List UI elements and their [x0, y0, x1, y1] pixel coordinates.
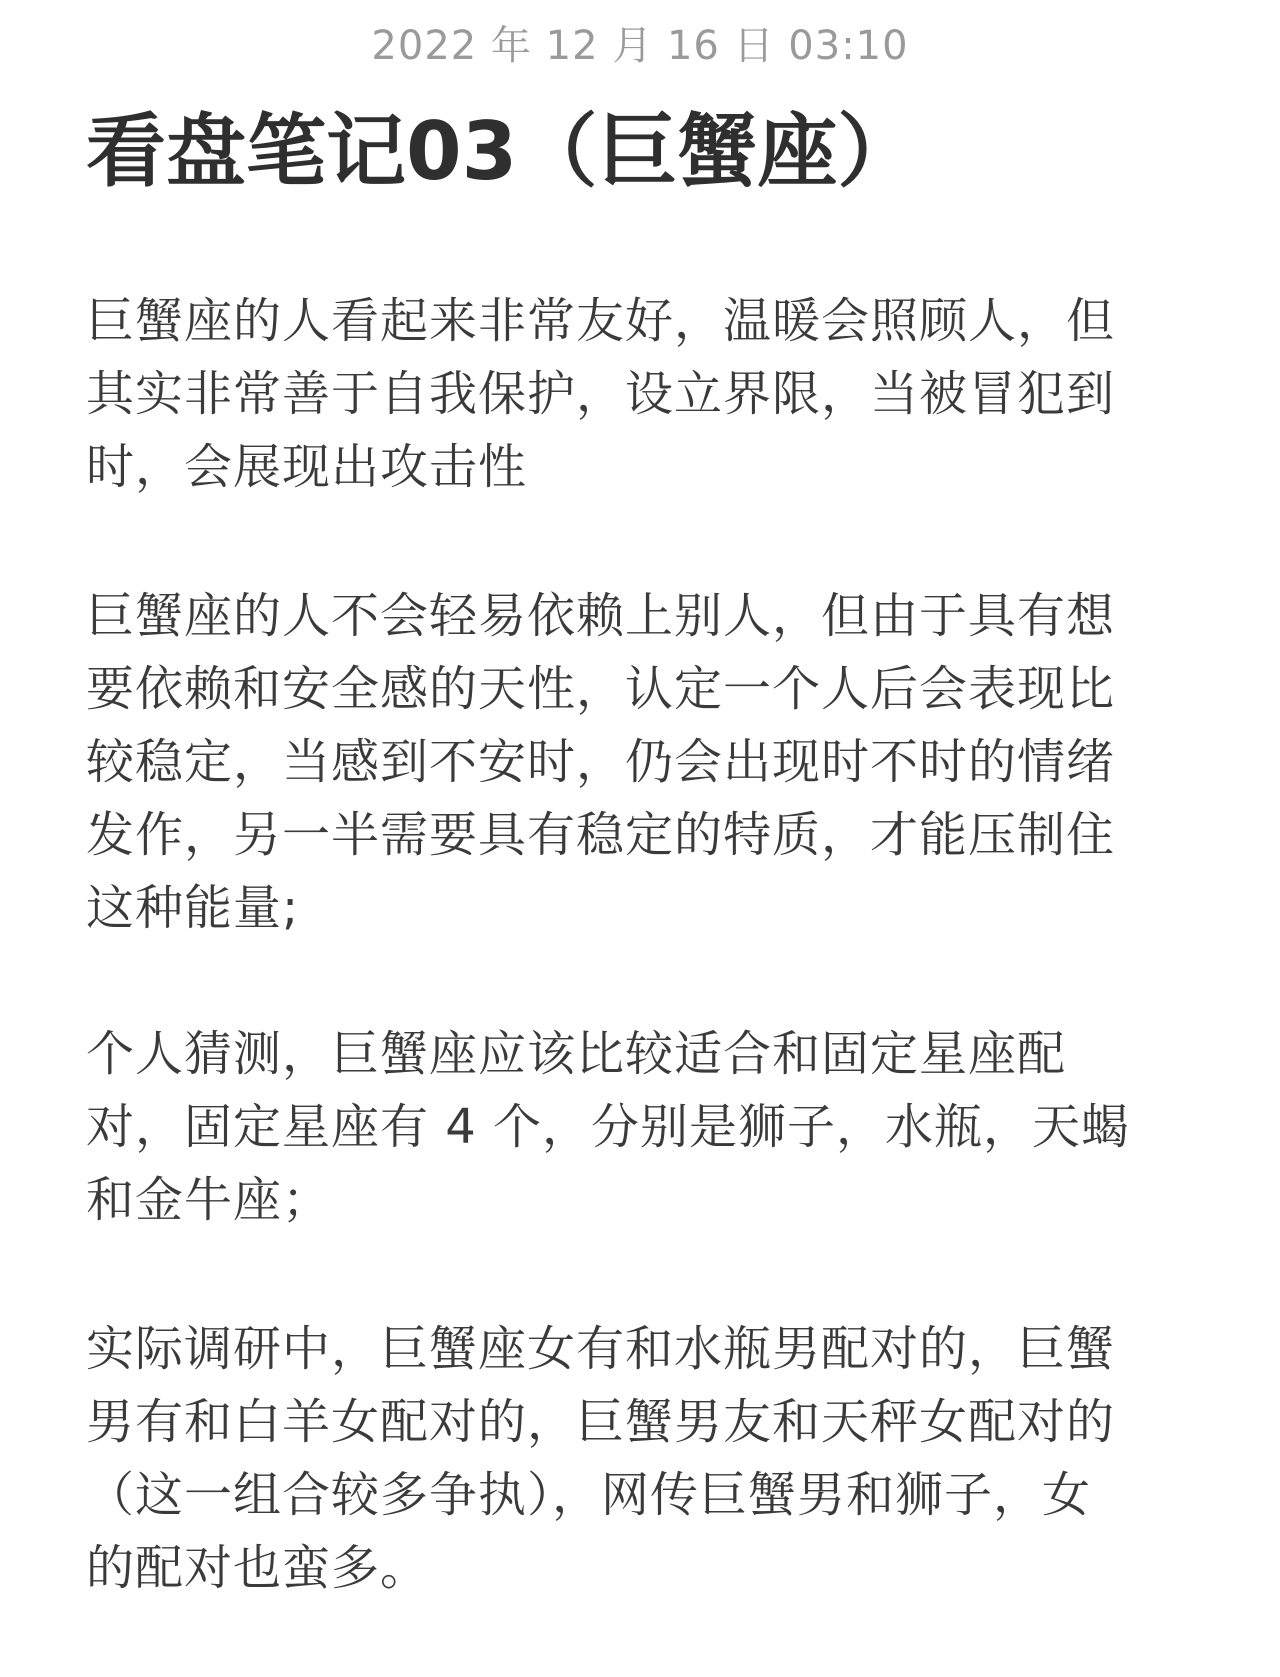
note-title: 看盘笔记03（巨蟹座）: [86, 105, 918, 198]
paragraph-line: 男有和白羊女配对的，巨蟹男友和天秤女配对的: [86, 1394, 1116, 1450]
paragraph-4: [86, 1313, 1202, 1605]
paragraph-line: （这一组合较多争执），网传巨蟹男和狮子，女: [86, 1467, 1092, 1523]
paragraph-line: 和金牛座；: [86, 1172, 332, 1228]
paragraph-1: [86, 285, 1202, 504]
paragraph-line: 个人猜测，巨蟹座应该比较适合和固定星座配: [86, 1026, 1067, 1082]
paragraph-3: [86, 1018, 1202, 1237]
paragraph-line: 发作，另一半需要具有稳定的特质，才能压制住: [86, 807, 1116, 863]
paragraph-line: 时，会展现出攻击性: [86, 439, 528, 495]
paragraph-line: 巨蟹座的人不会轻易依赖上别人，但由于具有想: [86, 588, 1116, 644]
paragraph-line: 这种能量;: [86, 880, 300, 936]
note-date: 2022 年 12 月 16 日 03:10: [371, 23, 909, 69]
paragraph-line: 巨蟹座的人看起来非常友好，温暖会照顾人，但: [86, 293, 1116, 349]
paragraph-line: 要依赖和安全感的天性，认定一个人后会表现比: [86, 661, 1116, 717]
paragraph-2: [86, 580, 1202, 945]
paragraph-line: 实际调研中，巨蟹座女有和水瓶男配对的，巨蟹: [86, 1321, 1116, 1377]
paragraph-line: 的配对也蛮多。: [86, 1540, 430, 1596]
paragraph-line: 较稳定，当感到不安时，仍会出现时不时的情绪: [86, 734, 1116, 790]
paragraph-line: 对，固定星座有 4 个，分别是狮子，水瓶，天蝎: [86, 1099, 1131, 1155]
paragraph-line: 其实非常善于自我保护，设立界限，当被冒犯到: [86, 366, 1116, 422]
